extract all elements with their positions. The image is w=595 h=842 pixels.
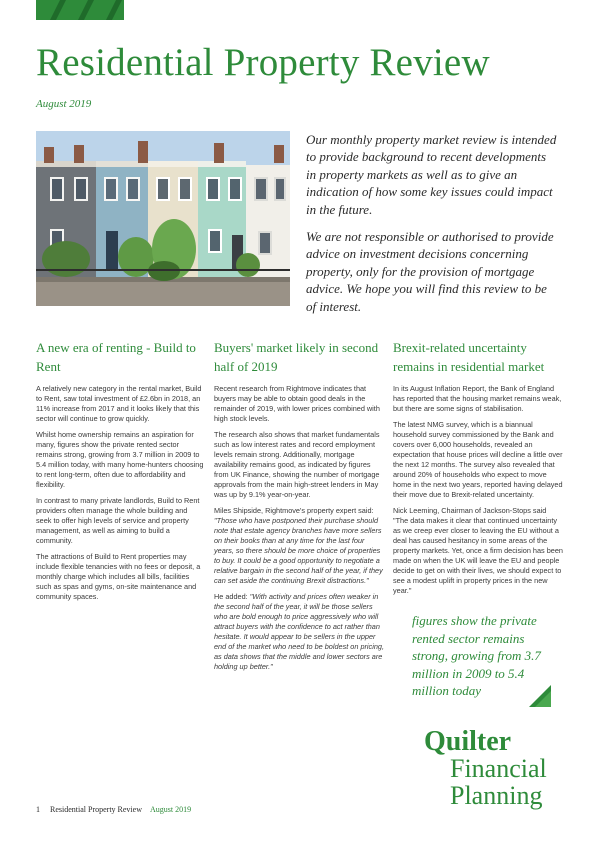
article-build-to-rent <box>36 338 204 608</box>
article-heading: Brexit-related uncertainty remains in residential market <box>393 340 545 374</box>
pull-quote: figures show the private rented sector remains strong, growing from 3.7 million in 2009 to 5.4 million today <box>412 613 541 698</box>
article-paragraph: A relatively new category in the rental market, Build to Rent, saw total investment of £2.6bn in 2018, an 11% increase from 2017 and it looks likely that this sector will continue to grow quickly. <box>36 384 202 423</box>
article-paragraph: In contrast to many private landlords, Build to Rent providers often manage the whole building and seek to offer high levels of service and property management, as well as aiming to build a community. <box>36 496 200 545</box>
logo-line: Planning <box>450 781 543 810</box>
quilter-logo <box>424 727 547 809</box>
quote-attribution: Miles Shipside, Rightmove's property expert said: <box>214 506 374 515</box>
page-title: Residential Property Review <box>36 41 490 84</box>
footer-title: Residential Property Review <box>50 805 142 814</box>
article-paragraph: The latest NMG survey, which is a biannual household survey commissioned by the Bank and covers over 6,000 households, revealed an expectation that house prices will decline a little over the next 12 months. The survey also revealed that around 20% of households who expect to move home in the next two years, reported having delayed their move due to Brexit-related uncertainty. <box>393 420 563 499</box>
page-number: 1 <box>36 805 40 814</box>
article-buyers-market <box>214 338 384 678</box>
logo-line: Quilter <box>424 726 512 757</box>
intro-text <box>306 131 559 325</box>
article-heading: Buyers' market likely in second half of 2019 <box>214 340 379 374</box>
article-brexit-uncertainty <box>393 338 563 602</box>
quote-text: "With activity and prices often weaker in the second half of the year, it will be those sellers who are bold enough to price aggressively who will attract buyers with the confidence to act rather than hesitate. It would appear to be sellers in the upper end of the market who need to be boldest on pricing, as data shows that the middle and lower sectors are holding up better." <box>214 592 384 671</box>
quote-attribution: He added: <box>214 592 250 601</box>
corner-triangle-icon <box>529 685 551 707</box>
quote-text: "Those who have postponed their purchase should note that estate agency branches have more sellers on their books than at any time for the last four years, so there should be more choice of properties to buy. It could be a good opportunity to negotiate a relative bargain in the second half of the year, if they can set aside the continuing Brexit distractions." <box>214 516 383 585</box>
article-heading: A new era of renting - Build to Rent <box>36 340 196 374</box>
article-paragraph: In its August Inflation Report, the Bank of England has reported that the housing market remains weak, but there are some signs of stabilisation. <box>393 384 562 413</box>
article-quote-paragraph <box>214 506 384 586</box>
houses-photo <box>36 131 290 306</box>
article-paragraph: The research also shows that market fundamentals such as low interest rates and record employment levels remain strong. Additionally, mortgage availability remains good, as indicated by figures from UK Finance, showing the number of mortgage approvals from the main high-street lenders in May was up by 9.1% year-on-year. <box>214 430 380 499</box>
intro-paragraph: We are not responsible or authorised to provide advice on investment decisions concerning property, only for the provision of mortgage advice. We hope you will find this review to be of interest. <box>306 229 554 314</box>
footer-date: August 2019 <box>149 805 192 814</box>
article-paragraph: Recent research from Rightmove indicates that buyers may be able to obtain good deals in the remainder of 2019, with lower prices combined with high stock levels. <box>214 384 380 423</box>
header-decoration <box>36 0 124 20</box>
intro-paragraph: Our monthly property market review is intended to provide background to recent developments in property markets as well as to give an indication of how some key issues could impact in the future. <box>306 132 557 217</box>
article-paragraph: The attractions of Build to Rent properties may include flexible tenancies with no fees or deposit, a monthly charge which includes all bills, facilities such as spas and gyms, on-site maintenance and community spaces. <box>36 552 201 601</box>
article-paragraph: Whilst home ownership remains an aspiration for many, figures show the private rented sector remains strong, growing from 3.7 million in 2009 to 5.4 million today, with many home-hunters choosing to rent long-term, often due to affordability and flexibility. <box>36 430 204 489</box>
page-footer <box>36 805 199 814</box>
article-quote-paragraph <box>214 592 384 672</box>
article-paragraph: Nick Leeming, Chairman of Jackson-Stops said "The data makes it clear that continued uncertainty as we creep ever closer to leaving the EU without a deal has caused hesitancy in some areas of the property markets. Yet, once a firm decision has been made on when the UK will leave the EU and people decide to get on with their lives, we should expect to see a modest uplift in property prices in the new year." <box>393 506 563 595</box>
logo-line: Financial <box>450 754 547 783</box>
issue-date: August 2019 <box>36 98 92 110</box>
